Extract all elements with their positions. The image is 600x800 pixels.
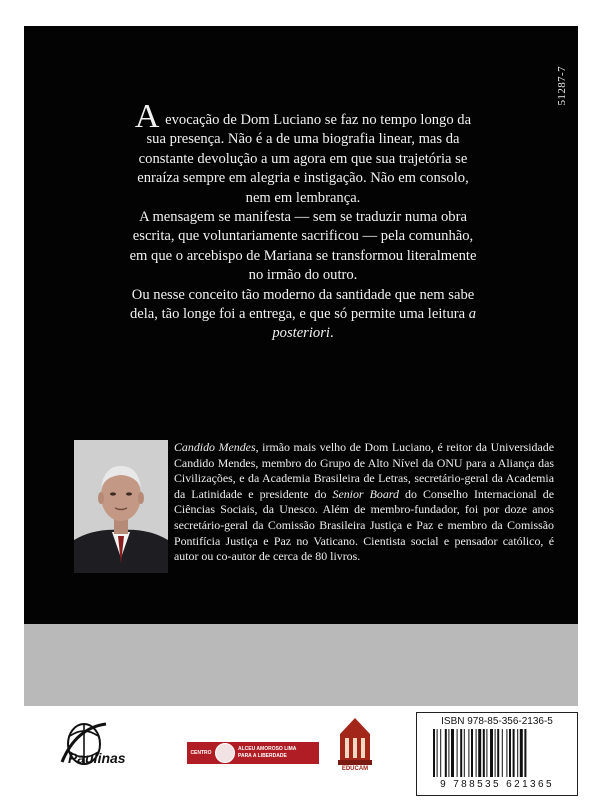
- barcode-number: 9 788535 621365: [440, 779, 554, 790]
- back-cover: [24, 26, 578, 800]
- educam-logo: [336, 714, 374, 786]
- centro-line-1: ALCEU AMOROSO LIMA: [238, 746, 297, 752]
- blurb-p3-start: Ou nesse conceito tão moderno da santidade que nem sabe dela, tão longe foi a entrega, e que só permite uma leitura: [129, 286, 475, 323]
- author-bio-paragraph: [174, 440, 554, 565]
- blurb-paragraph-2: A mensagem se manifesta — sem se traduzir numa obra escrita, que voluntariamente sacrificou — pela comunhão, em que o arcebispo de Mariana se transformou literalmente no irmão do outro.: [129, 209, 477, 284]
- barcode-graphic: [431, 729, 563, 779]
- author-photo: [74, 440, 168, 573]
- centro-alceu-logo: [187, 742, 319, 764]
- blurb-p1-text: evocação de Dom Luciano se faz no tempo longo da sua presença. Não é a de uma biografia linear, mas da constante devolução a um agora em que sua trajetória se enraíza sempre em alegria e instigação. Não em consolo, nem em lembrança.: [137, 112, 472, 206]
- paulinas-logo: [50, 718, 130, 778]
- educam-label: EDUCAM: [341, 766, 369, 772]
- centro-name: [238, 746, 296, 760]
- gray-band: [24, 624, 578, 706]
- blurb-paragraph-3: [128, 286, 478, 344]
- centro-line-2: PARA A LIBERDADE: [238, 753, 287, 759]
- senior-board-term: Senior Board: [332, 486, 399, 501]
- bio-part-1: , irmão mais velho de Dom Luciano, é reitor da Universidade Candido Mendes, membro do Grupo de Alto Nível da ONU para a Aliança das Civilizações, e da Academia Brasileira de Letras, secretário-geral da Academia da Latinidade e presidente do: [174, 440, 555, 501]
- paulinas-wordmark: Paulinas: [68, 750, 126, 766]
- bio-part-2: do Conselho Internacional de Ciências Sociais, da Unesco. Além de membro-fundador, foi por doze anos secretário-geral da Comissão Brasileira Justiça e Paz e membro da Comissão Pontifícia Justiça e Paz no Vaticano. Cientista social e pensador católico, é autor ou co-autor de cerca de 80 livros.: [174, 486, 554, 564]
- author-bio: [174, 440, 554, 565]
- author-name: Candido Mendes: [174, 440, 256, 454]
- author-portrait-illustration: [74, 440, 168, 573]
- centro-label: CENTRO: [190, 750, 212, 756]
- catalog-code: 51287-7: [556, 66, 568, 106]
- blurb-p3-italic: a posteriori: [272, 306, 477, 342]
- isbn-text: ISBN 978-85-356-2136-5: [441, 716, 553, 727]
- portrait-seal-icon: [215, 743, 235, 763]
- drop-cap: A: [134, 98, 160, 135]
- blurb-paragraph-1: [128, 98, 478, 208]
- barcode-box: [416, 712, 578, 796]
- publisher-strip: [24, 706, 578, 800]
- blurb-text: [128, 98, 478, 344]
- educam-building-icon: [336, 714, 374, 766]
- paulinas-globe-icon: [50, 718, 130, 778]
- blurb-p3-end: .: [329, 325, 334, 342]
